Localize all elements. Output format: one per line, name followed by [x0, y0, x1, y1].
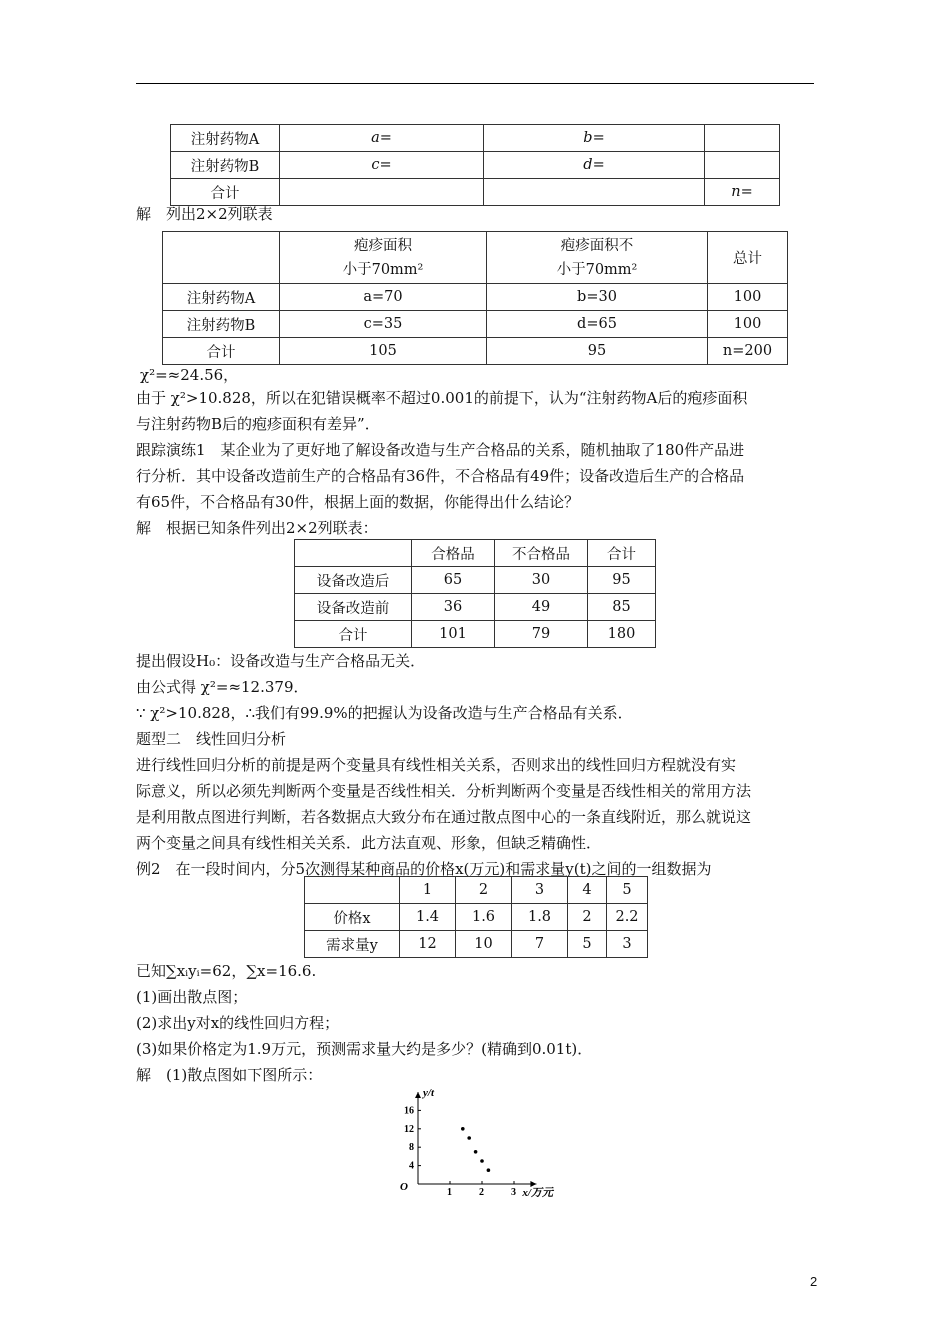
x-tick-label: 1	[447, 1187, 452, 1198]
question-item: (1)画出散点图；	[136, 988, 248, 1006]
table-cell: 2.2	[607, 904, 648, 931]
table-cell: 注射药物B	[163, 311, 280, 338]
table-header-cell: 合格品	[412, 540, 495, 567]
table-cell: 5	[568, 931, 607, 958]
table-cell: 需求量y	[305, 931, 400, 958]
table-header-cell	[280, 232, 487, 284]
table-cell: b=30	[487, 284, 708, 311]
table-cell: 30	[495, 567, 588, 594]
paragraph-line: 是利用散点图进行判断，若各数据点大致分布在通过散点图中心的一条直线附近，那么就说这	[136, 808, 752, 826]
data-point	[461, 1127, 465, 1131]
data-point	[467, 1136, 471, 1140]
table-contingency-template	[170, 124, 780, 206]
paragraph-line: 由于 χ²>10.828，所以在犯错误概率不超过0.001的前提下，认为“注射药物A后的疱疹面积	[136, 389, 748, 407]
paragraph-line: 由公式得 χ²=≈12.379．	[136, 678, 309, 696]
table-cell	[705, 152, 780, 179]
table-cell: b=	[484, 125, 705, 152]
data-point	[487, 1168, 491, 1172]
table-cell: 79	[495, 621, 588, 648]
table-cell	[280, 179, 484, 206]
data-point	[480, 1159, 484, 1163]
table-cell: 2	[568, 904, 607, 931]
paragraph-line: 提出假设H₀：设备改造与生产合格品无关．	[136, 652, 426, 670]
table-header-cell: 2	[456, 877, 512, 904]
table-cell: 注射药物A	[163, 284, 280, 311]
x-tick-label: 2	[479, 1187, 484, 1198]
table-cell: d=	[484, 152, 705, 179]
header-line: 疱疹面积	[354, 237, 412, 254]
paragraph-line: 有65件，不合格品有30件，根据上面的数据，你能得出什么结论？	[136, 493, 580, 511]
table-cell: 3	[607, 931, 648, 958]
table-cell: n=	[705, 179, 780, 206]
table-cell: 101	[412, 621, 495, 648]
paragraph-line: 解 (1)散点图如下图所示：	[136, 1066, 323, 1084]
question-item: (2)求出y对x的线性回归方程；	[136, 1014, 340, 1032]
table-cell: a=	[280, 125, 484, 152]
table-cell: 1.8	[512, 904, 568, 931]
table-cell: 12	[400, 931, 456, 958]
table-cell: 合计	[163, 338, 280, 365]
table-cell: 65	[412, 567, 495, 594]
table-price-demand	[304, 876, 648, 958]
paragraph-line: 两个变量之间具有线性相关关系．此方法直观、形象，但缺乏精确性．	[136, 834, 602, 852]
table-header-cell: 3	[512, 877, 568, 904]
y-tick-label: 8	[409, 1142, 414, 1154]
paragraph-line: 与注射药物B后的疱疹面积有差异”．	[136, 415, 380, 433]
solve-line: 解 列出2×2列联表	[136, 205, 273, 223]
table-header-cell: 不合格品	[495, 540, 588, 567]
table-cell	[305, 877, 400, 904]
x-axis-label: x/万元	[522, 1187, 553, 1199]
table-cell	[295, 540, 412, 567]
table-header-cell: 合计	[588, 540, 656, 567]
section-heading: 题型二 线性回归分析	[136, 730, 287, 748]
paragraph-line: 际意义，所以必须先判断两个变量是否线性相关．分析判断两个变量是否线性相关的常用方法	[136, 782, 752, 800]
table-header-cell: 1	[400, 877, 456, 904]
table-cell: n=200	[708, 338, 788, 365]
y-tick-label: 16	[404, 1105, 414, 1117]
x-tick-label: 3	[511, 1187, 516, 1198]
table-cell: 7	[512, 931, 568, 958]
table-cell: 合计	[171, 179, 280, 206]
table-cell: 1.6	[456, 904, 512, 931]
table-cell: 95	[588, 567, 656, 594]
header-line: 小于70mm²	[342, 261, 424, 278]
table-cell: d=65	[487, 311, 708, 338]
table-contingency-filled	[162, 231, 788, 365]
paragraph-line: 进行线性回归分析的前提是两个变量具有线性相关关系，否则求出的线性回归方程就没有实	[136, 756, 737, 774]
paragraph-line: 跟踪演练1 某企业为了更好地了解设备改造与生产合格品的关系，随机抽取了180件产品进	[136, 441, 745, 459]
header-rule	[136, 83, 814, 84]
table-cell	[163, 232, 280, 284]
y-axis-label: y/t	[423, 1087, 434, 1099]
table-cell	[705, 125, 780, 152]
paragraph-line: ∵ χ²>10.828，∴我们有99.9%的把握认为设备改造与生产合格品有关系．	[136, 704, 633, 722]
table-cell: 105	[280, 338, 487, 365]
table-cell	[484, 179, 705, 206]
table-cell: 注射药物B	[171, 152, 280, 179]
table-header-cell: 总计	[708, 232, 788, 284]
paragraph-line: 解 根据已知条件列出2×2列联表：	[136, 519, 378, 537]
chi-square-value: χ²=≈24.56，	[140, 366, 239, 384]
table-equipment	[294, 539, 656, 648]
table-cell: 设备改造后	[295, 567, 412, 594]
y-tick-label: 12	[404, 1123, 414, 1135]
table-cell: 36	[412, 594, 495, 621]
page-number: 2	[810, 1274, 818, 1289]
table-cell: 95	[487, 338, 708, 365]
y-axis-arrow	[415, 1092, 421, 1098]
y-tick-label: 4	[409, 1160, 414, 1172]
paragraph-line: 行分析．其中设备改造前生产的合格品有36件，不合格品有49件；设备改造后生产的合格品	[136, 467, 745, 485]
table-cell: 100	[708, 311, 788, 338]
table-cell: c=	[280, 152, 484, 179]
table-cell: 设备改造前	[295, 594, 412, 621]
table-cell: 85	[588, 594, 656, 621]
table-cell: 价格x	[305, 904, 400, 931]
table-cell: 注射药物A	[171, 125, 280, 152]
table-cell: 合计	[295, 621, 412, 648]
table-cell: c=35	[280, 311, 487, 338]
data-point	[474, 1150, 478, 1154]
paragraph-line: 已知∑xᵢyᵢ=62，∑x=16.6.	[136, 962, 317, 980]
table-header-cell: 4	[568, 877, 607, 904]
table-cell: 180	[588, 621, 656, 648]
table-cell: a=70	[280, 284, 487, 311]
table-header-cell: 5	[607, 877, 648, 904]
question-item: (3)如果价格定为1.9万元，预测需求量大约是多少？(精确到0.01t)．	[136, 1040, 593, 1058]
table-cell: 1.4	[400, 904, 456, 931]
table-cell: 49	[495, 594, 588, 621]
table-cell: 10	[456, 931, 512, 958]
scatter-chart	[390, 1082, 570, 1202]
table-header-cell	[487, 232, 708, 284]
header-line: 小于70mm²	[556, 261, 638, 278]
header-line: 疱疹面积不	[560, 237, 634, 254]
paragraph-line: 例2 在一段时间内，分5次测得某种商品的价格x(万元)和需求量y(t)之间的一组数据为	[136, 860, 712, 878]
origin-label: O	[400, 1181, 408, 1193]
table-cell: 100	[708, 284, 788, 311]
